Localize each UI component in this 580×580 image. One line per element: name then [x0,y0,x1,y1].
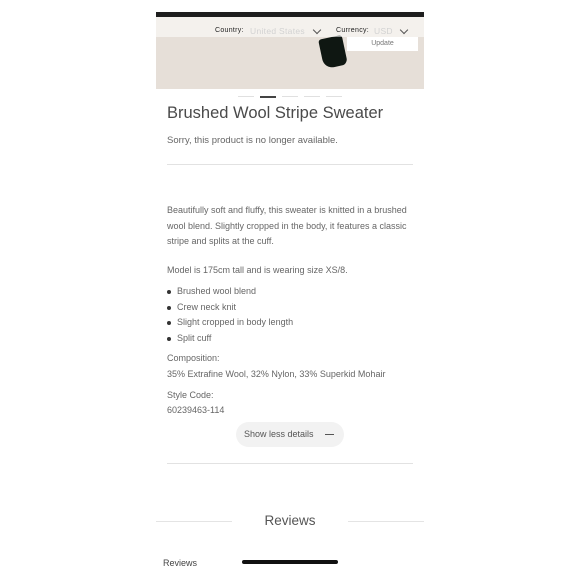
home-indicator[interactable] [242,560,338,564]
reviews-rule-right [348,521,424,522]
currency-chevron-down-icon[interactable] [400,26,408,34]
currency-label: Currency: [336,27,370,34]
composition-value: 35% Extrafine Wool, 32% Nylon, 33% Superkid Mohair [167,369,386,379]
feature-item: Brushed wool blend [167,284,293,300]
carousel-dot[interactable] [238,96,254,97]
product-title: Brushed Wool Stripe Sweater [167,104,384,122]
availability-message: Sorry, this product is no longer available. [167,135,338,146]
carousel-dot[interactable] [326,96,342,97]
style-code-label: Style Code: [167,390,214,400]
feature-item: Crew neck knit [167,300,293,316]
reviews-tab[interactable]: Reviews [163,558,198,568]
divider [167,463,413,464]
model-note: Model is 175cm tall and is wearing size XS/8. [167,265,348,275]
feature-item: Slight cropped in body length [167,315,293,331]
carousel-dot[interactable] [304,96,320,97]
product-description [167,203,417,250]
divider [167,164,413,165]
country-select[interactable]: United States [250,26,305,36]
update-button[interactable]: Update [347,37,418,51]
minus-icon [325,434,334,435]
country-label: Country: [215,27,244,34]
feature-item: Split cuff [167,331,293,347]
country-chevron-down-icon[interactable] [313,26,321,34]
style-code-value: 60239463-114 [167,405,225,415]
show-less-details-button[interactable] [236,422,344,447]
carousel-dot[interactable] [282,96,298,97]
shoe-image-detail [318,35,348,69]
feature-list [167,284,293,346]
carousel-dot-active[interactable] [260,96,276,98]
product-page [156,12,424,580]
currency-select[interactable]: USD [374,26,393,36]
composition-label: Composition: [167,353,220,363]
locale-selector-bar [156,17,424,37]
reviews-heading: Reviews [264,513,316,528]
description-text: Beautifully soft and fluffy, this sweater is knitted in a brushed wool blend. Slightly cropped in the body, it features a classic stripe and splits at the cuff. [167,205,407,246]
show-less-label: Show less details [244,429,314,439]
